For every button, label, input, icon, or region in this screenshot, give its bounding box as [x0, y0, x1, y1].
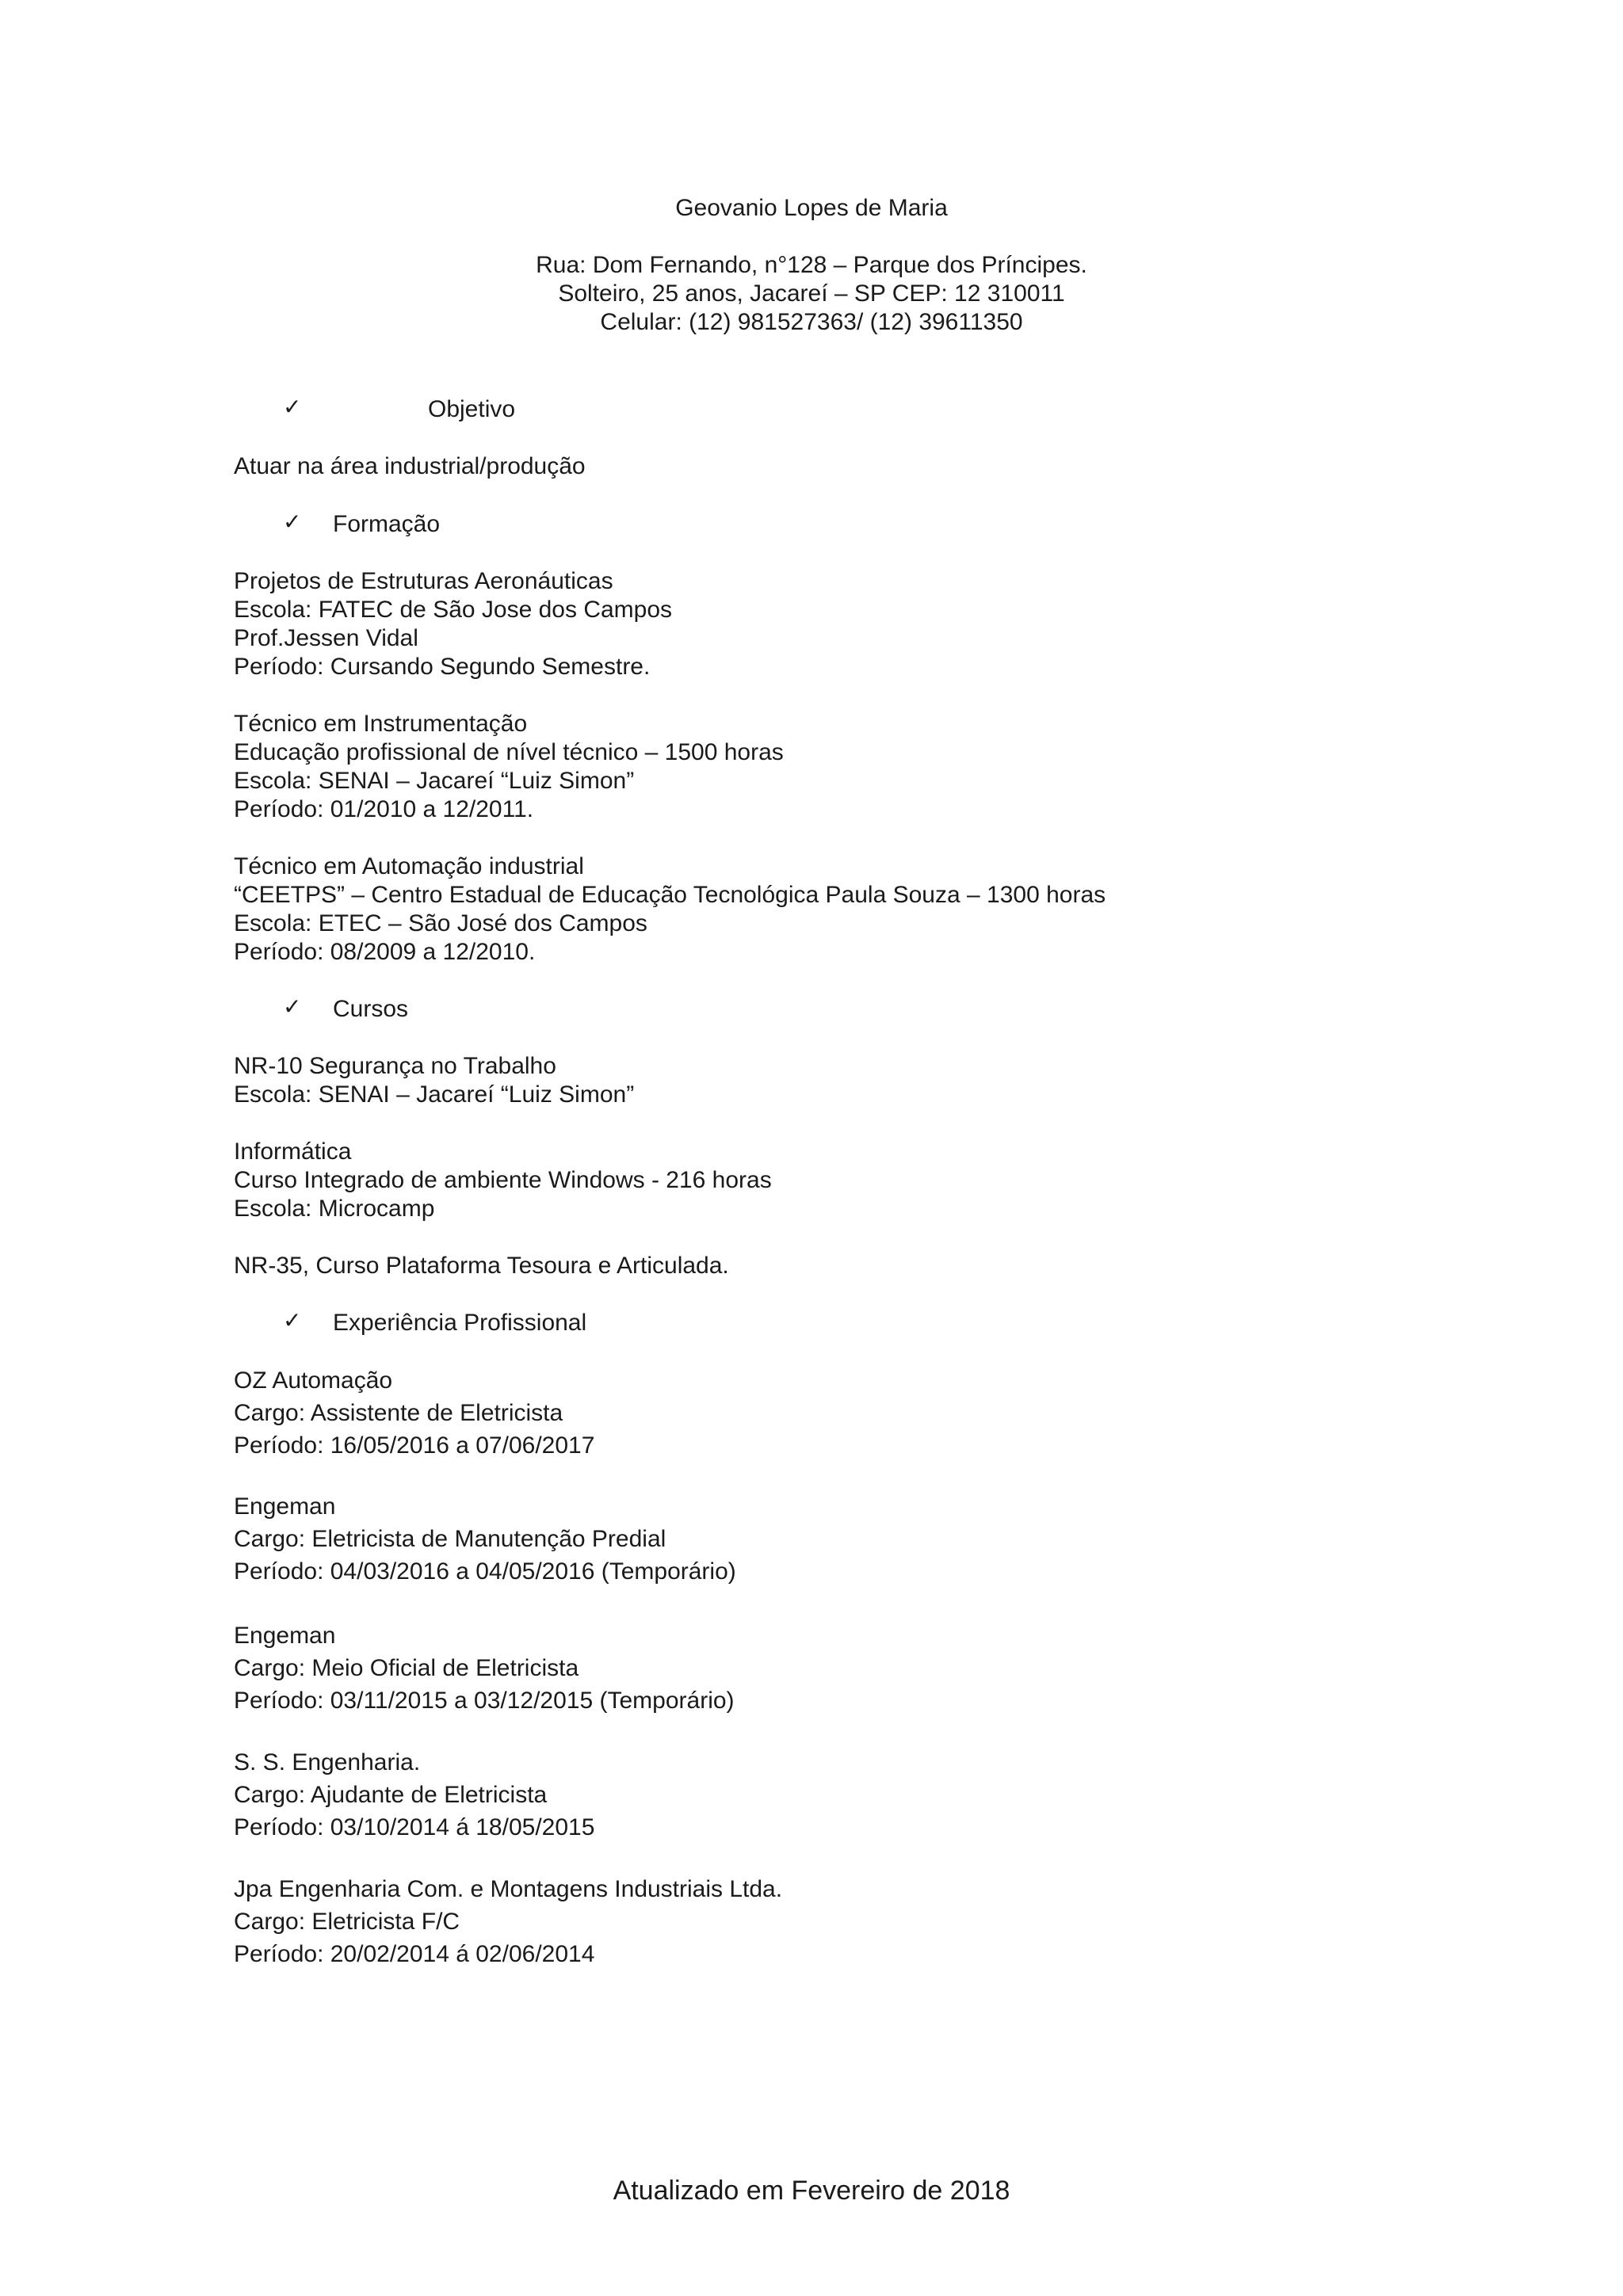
formacao-line: Escola: FATEC de São Jose dos Campos [234, 597, 673, 623]
section-heading-experiencia: Experiência Profissional [333, 1310, 587, 1336]
formacao-line: Técnico em Instrumentação [234, 711, 528, 737]
cursos-line: Curso Integrado de ambiente Windows - 216 horas [234, 1167, 772, 1193]
section-heading-cursos: Cursos [333, 996, 409, 1022]
personal-info-line: Solteiro, 25 anos, Jacareí – SP CEP: 12 310011 [558, 280, 1065, 307]
experiencia-line: OZ Automação [234, 1367, 393, 1394]
phone-line: Celular: (12) 981527363/ (12) 39611350 [600, 309, 1023, 335]
experiencia-line: S. S. Engenharia. [234, 1749, 421, 1775]
experiencia-line: Cargo: Assistente de Eletricista [234, 1400, 563, 1426]
formacao-line: “CEETPS” – Centro Estadual de Educação Tecnológica Paula Souza – 1300 horas [234, 882, 1106, 908]
cursos-line: Informática [234, 1138, 352, 1165]
experiencia-line: Período: 03/10/2014 á 18/05/2015 [234, 1814, 595, 1840]
formacao-line: Escola: SENAI – Jacareí “Luiz Simon” [234, 768, 635, 794]
address-line: Rua: Dom Fernando, n°128 – Parque dos Príncipes. [536, 252, 1087, 278]
section-heading-formacao: Formação [333, 511, 441, 537]
experiencia-line: Cargo: Ajudante de Eletricista [234, 1782, 548, 1808]
experiencia-line: Engeman [234, 1623, 336, 1649]
experiencia-line: Jpa Engenharia Com. e Montagens Industriais Ltda. [234, 1876, 783, 1902]
experiencia-line: Engeman [234, 1493, 336, 1520]
check-icon: ✓ [283, 509, 302, 535]
formacao-line: Escola: ETEC – São José dos Campos [234, 910, 647, 936]
candidate-name: Geovanio Lopes de Maria [675, 195, 948, 221]
formacao-line: Educação profissional de nível técnico – 1500 horas [234, 739, 784, 765]
cursos-line: Escola: SENAI – Jacareí “Luiz Simon” [234, 1081, 635, 1108]
experiencia-line: Período: 20/02/2014 á 02/06/2014 [234, 1941, 595, 1967]
experiencia-line: Cargo: Meio Oficial de Eletricista [234, 1655, 579, 1681]
formacao-line: Período: Cursando Segundo Semestre. [234, 654, 651, 680]
formacao-line: Técnico em Automação industrial [234, 853, 584, 879]
objetivo-text: Atuar na área industrial/produção [234, 453, 586, 479]
experiencia-line: Período: 16/05/2016 a 07/06/2017 [234, 1432, 595, 1459]
experiencia-line: Cargo: Eletricista F/C [234, 1909, 460, 1935]
formacao-line: Período: 08/2009 a 12/2010. [234, 939, 536, 965]
experiencia-line: Período: 03/11/2015 a 03/12/2015 (Temporário) [234, 1688, 735, 1714]
cursos-line: Escola: Microcamp [234, 1196, 435, 1222]
check-icon: ✓ [283, 394, 302, 420]
formacao-line: Período: 01/2010 a 12/2011. [234, 796, 534, 822]
check-icon: ✓ [283, 1307, 302, 1333]
check-icon: ✓ [283, 994, 302, 1020]
formacao-line: Projetos de Estruturas Aeronáuticas [234, 568, 613, 594]
section-heading-objetivo: Objetivo [428, 396, 516, 422]
experiencia-line: Período: 04/03/2016 a 04/05/2016 (Temporário) [234, 1558, 736, 1585]
footer-updated-date: Atualizado em Fevereiro de 2018 [613, 2176, 1010, 2206]
cursos-line: NR-35, Curso Plataforma Tesoura e Articulada. [234, 1253, 729, 1279]
experiencia-line: Cargo: Eletricista de Manutenção Predial [234, 1526, 666, 1552]
cursos-line: NR-10 Segurança no Trabalho [234, 1053, 556, 1079]
formacao-line: Prof.Jessen Vidal [234, 625, 418, 651]
